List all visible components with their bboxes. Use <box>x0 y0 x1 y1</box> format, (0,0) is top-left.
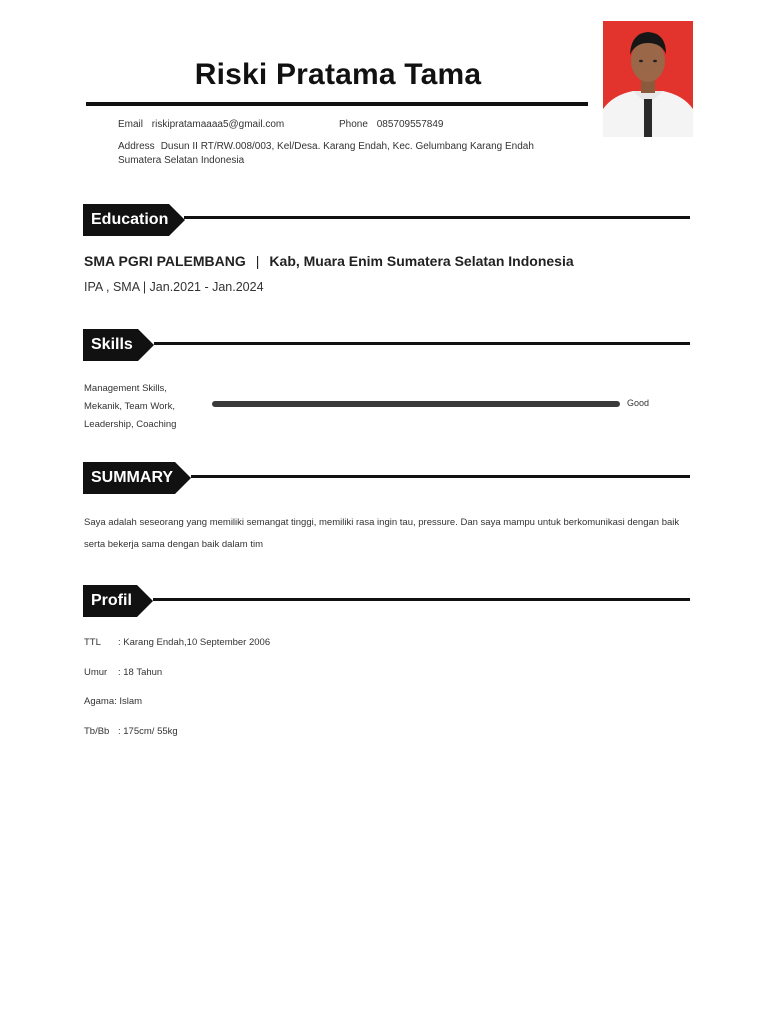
school-location: Kab, Muara Enim Sumatera Selatan Indonesia <box>269 253 574 269</box>
email-label: Email <box>118 119 144 130</box>
section-heading-education: Education <box>83 204 169 236</box>
email-value: riskipratamaaaa5@gmail.com <box>151 119 285 130</box>
skill-level-bar <box>212 401 620 407</box>
profile-key: Tb/Bb <box>84 726 110 737</box>
portrait-image <box>603 21 693 137</box>
section-heading-skills: Skills <box>83 329 138 361</box>
skills-list: Management Skills, Mekanik, Team Work, Leadership, Coaching <box>84 383 177 430</box>
candidate-name: Riski Pratama Tama <box>194 58 482 91</box>
profile-value: : 175cm/ 55kg <box>118 726 178 737</box>
skills-heading-arrow <box>138 329 154 361</box>
phone-label: Phone <box>339 119 368 130</box>
email-line <box>118 119 284 130</box>
profile-value: : Islam <box>114 696 143 707</box>
profile-key: Umur <box>84 667 108 678</box>
name-underline <box>86 102 588 106</box>
profile-value: : 18 Tahun <box>118 667 163 678</box>
profile-photo <box>603 21 693 137</box>
profile-key: TTL <box>84 637 101 648</box>
profile-divider <box>153 598 690 601</box>
profile-heading-arrow <box>137 585 153 617</box>
phone-value: 085709557849 <box>376 119 444 130</box>
section-heading-profile: Profil <box>83 585 137 617</box>
profile-row-age <box>84 667 162 678</box>
education-heading-arrow <box>169 204 185 236</box>
profile-value: : Karang Endah,10 September 2006 <box>118 637 271 648</box>
address-value: Dusun II RT/RW.008/003, Kel/Desa. Karang Endah, Kec. Gelumbang Karang Endah Sumatera Selatan Indonesia <box>118 141 534 166</box>
education-divider <box>184 216 690 219</box>
education-detail: IPA , SMA | Jan.2021 - Jan.2024 <box>84 280 264 294</box>
summary-text: Saya adalah seseorang yang memiliki semangat tinggi, memiliki rasa ingin tau, pressure. Dan saya mampu untuk berkomunikasi dengan baik serta bekerja sama dengan baik dalam tim <box>84 517 680 550</box>
school-name: SMA PGRI PALEMBANG <box>84 253 246 269</box>
profile-row-religion <box>84 696 142 707</box>
profile-row-height-weight <box>84 726 178 737</box>
skill-level-label: Good <box>627 398 650 408</box>
section-heading-summary: SUMMARY <box>83 462 175 494</box>
summary-heading-arrow <box>175 462 191 494</box>
separator: | <box>255 253 260 269</box>
profile-key: Agama <box>84 696 115 707</box>
phone-line <box>339 119 443 130</box>
education-school-line <box>84 253 574 269</box>
profile-row-ttl <box>84 637 270 648</box>
address-line <box>118 140 578 168</box>
address-label: Address <box>118 141 155 152</box>
skills-divider <box>154 342 690 345</box>
summary-divider <box>191 475 690 478</box>
